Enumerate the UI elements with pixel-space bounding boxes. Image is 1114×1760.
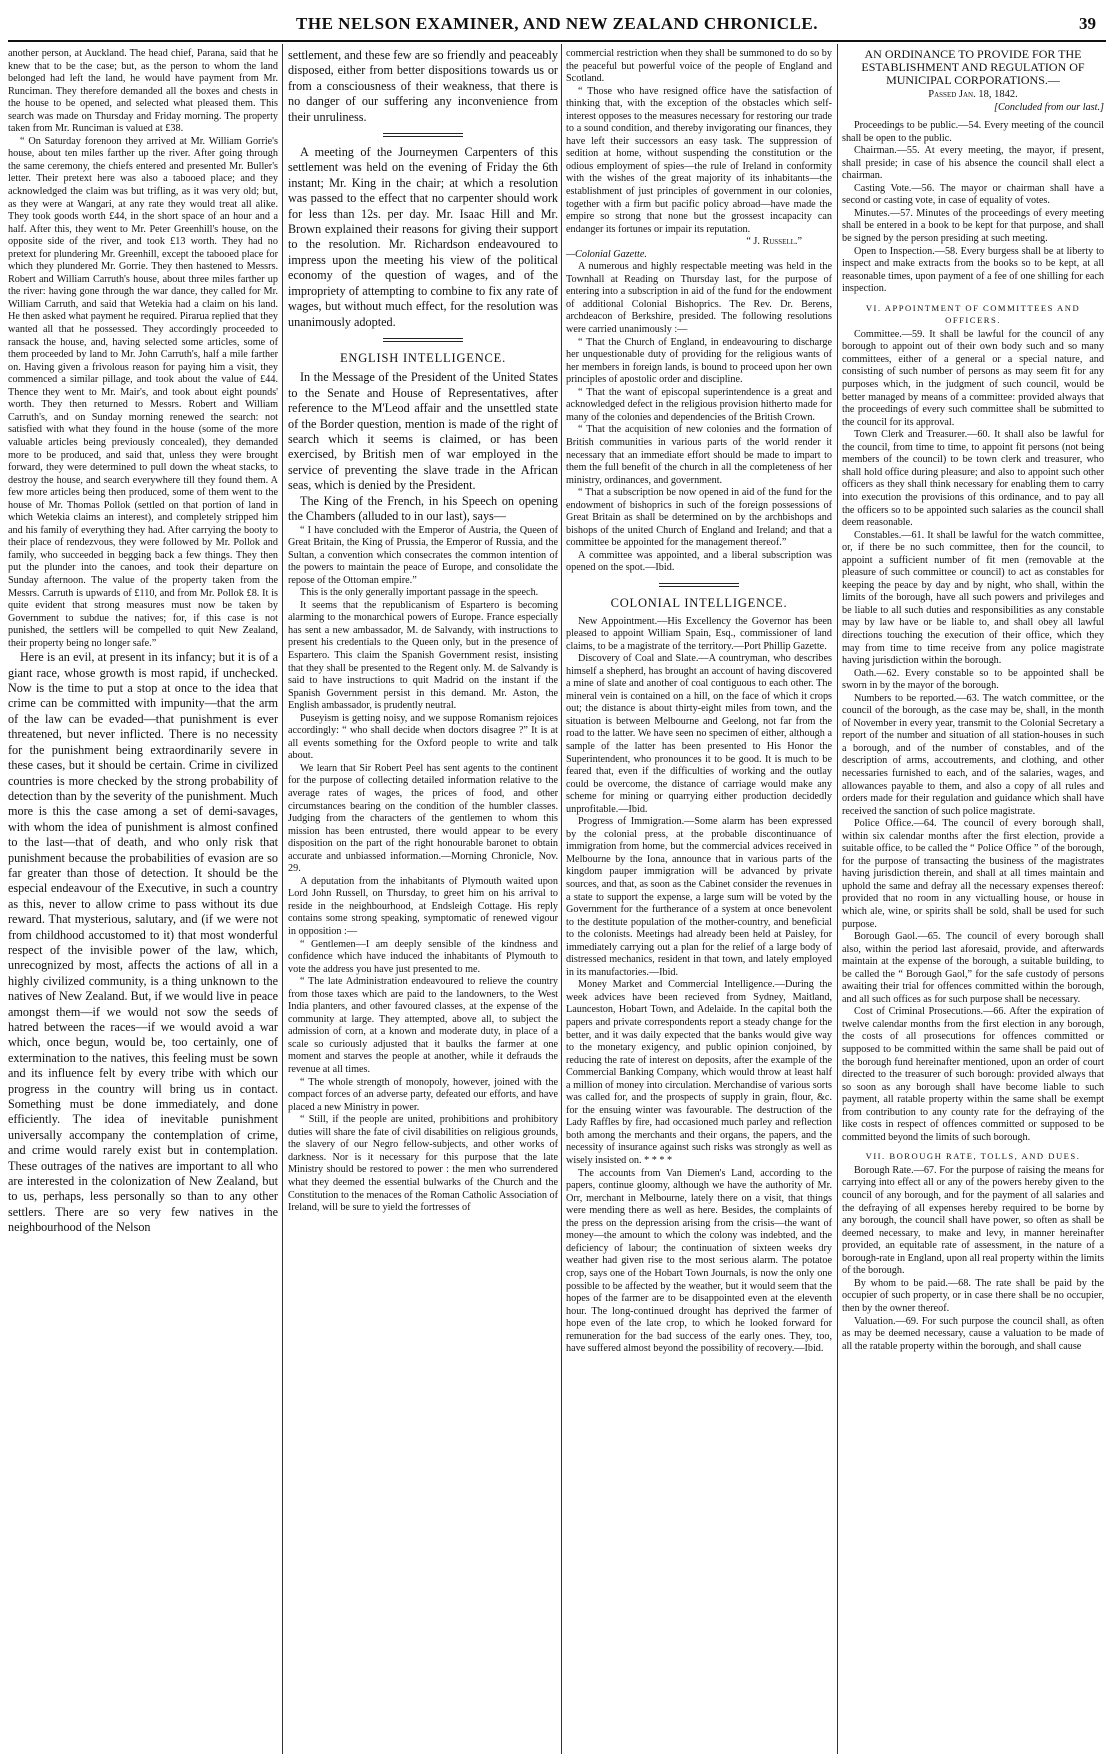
masthead-rule: [8, 40, 1106, 42]
article-paragraph: Puseyism is getting noisy, and we suppose Romanism rejoices accordingly: “ who shall decide when doctors disagree ?” It is at all events something for the Oxford people to write and talk about.: [288, 712, 558, 762]
column-divider: [837, 44, 838, 1754]
ordinance-clause: Oath.—62. Every constable so to be appointed shall be sworn in by the mayor of the borough.: [842, 667, 1104, 692]
carpenters-paragraph: A meeting of the Journeymen Carpenters of this settlement was held on the evening of Friday the 6th instant; Mr. King in the chair; at which a resolution was passed to the effect that no carpenter should work for less than 12s. per day. Mr. Isaac Hill and Mr. Brown explained their reasons for giving their support to the resolution. Mr. Richardson endeavoured to impress upon the meeting his view of the political economy of the question of wages, and of the impropriety of attempting to combine to fix any rate of wages, but without much effect, for the resolution was unanimously adopted.: [288, 145, 558, 329]
signature: “ J. Russell.”: [746, 236, 802, 248]
page-number: 39: [1079, 14, 1096, 33]
article-paragraph: another person, at Auckland. The head chief, Parana, said that he knew that to be the case; but, as the person to whom the land belonged had left the land, he would have payment from Mr. Runciman. They therefore demanded all the boxes and chests in the house to be opened, and selected what pleased them. This search was made on Thursday and Friday morning. The property taken from Mr. Runciman is valued at £38.: [8, 48, 278, 135]
section-heading: VI. APPOINTMENT OF COMMITTEES AND OFFICERS.: [865, 302, 1081, 326]
newspaper-title: THE NELSON EXAMINER, AND NEW ZEALAND CHRONICLE.: [296, 14, 818, 33]
ordinance-clause: Town Clerk and Treasurer.—60. It shall also be lawful for the council, from time to time, to appoint fit persons (not being members of the council) to be town clerk and treasurer, who shall hold office during pleasure; and also to appoint such other officers as they shall think necessary for enabling them to carry into execution the provisions of this ordinance, and to pay all the officers so to be appointed such salaries as the council shall deem reasonable.: [842, 429, 1104, 529]
article-paragraph: This is the only generally important passage in the speech.: [300, 587, 539, 599]
column-4: [842, 48, 1104, 1756]
ordinance-clause: Casting Vote.—56. The mayor or chairman shall have a second or casting vote, in case of equality of votes.: [842, 182, 1104, 207]
column-2: [288, 48, 558, 1756]
article-paragraph: “ Those who have resigned office have the satisfaction of thinking that, with the exception of the obstacles which self-interest opposes to the measures necessary for restoring our trade to a sound condition, and thereby invigorating our finances, they have left their successors an easy task. The suppression of sedition at home, without suspending the constitution or the odious employment of spies—the rule of Ireland in conformity with the wishes of the great majority of its inhabitants—the establishment of just principles of government in our colonies, together with a firm but pacific policy abroad—have made the empire so strong that none but the grossest incapacity can endanger its fortunes or impair its reputation.: [566, 85, 832, 235]
article-paragraph: “ That the want of episcopal superintendence is a great and acknowledged defect in the religious provision hitherto made for many of the colonies and dependencies of the British Crown.: [566, 386, 832, 423]
article-paragraph: Money Market and Commercial Intelligence.—During the week advices have been recieved from Sydney, Maitland, Launceston, Hobart Town, and Adelaide. In the capital both the papers and private correspondents report a steady change for the better, and it was daily expected that the banks would give way to the monetary exigency, and public opinion conjoined, by reducing the rate of interest on deposits, after the example of the Commercial Banking Company, which would throw at least half a million of money into circulation. Merchandise of various sorts was called for, and the prospects of supply in grain, flour, &c. for the ensuing winter was favourable. The destruction of the Lady Raffles by fire, had occasioned much parley and reflection both among the merchants and their organs, the papers, and the necessity of insurance against such risks was strongly as well as wisely insisted on. * * * *: [566, 979, 832, 1167]
article-paragraph: “ Gentlemen—I am deeply sensible of the kindness and confidence which have induced the inhabitants of Plymouth to vote the address you have just presented to me.: [288, 938, 558, 975]
ordinance-title: AN ORDINANCE TO PROVIDE FOR THE ESTABLISHMENT AND REGULATION OF MUNICIPAL CORPORATIONS.—: [861, 48, 1085, 87]
source-attribution: —Colonial Gazette.: [566, 248, 647, 260]
masthead: [0, 0, 1114, 40]
section-heading: COLONIAL INTELLIGENCE.: [610, 595, 788, 610]
ordinance-clause: Valuation.—69. For such purpose the council shall, as often as may be deemed necessary, cause a valuation to be made of all the ratable property within the borough, and shall cause: [842, 1315, 1104, 1352]
article-paragraph: A deputation from the inhabitants of Plymouth waited upon Lord John Russell, on Thursday, to greet him on his arrival to reside in the neighbourhood, at Endsleigh Cottage. His reply contains some strong speaking, symptomatic of renewed vigour in opposition :—: [288, 875, 558, 938]
article-paragraph: “ Still, if the people are united, prohibitions and prohibitory duties will share the fate of civil disabilities on religious grounds, the slavery of our Negro fellow-subjects, and other works of darkness. Nor is it necessary for this purpose that the late Ministry should be restored to power : the men who surrendered what they deemed the essential bulwarks of the Church and the Constitution to the menaces of the Roman Catholic Association of Ireland, will be sure to yield the fortresses of: [288, 1114, 558, 1214]
ordinance-clause: Proceedings to be public.—54. Every meeting of the council shall be open to the public.: [842, 120, 1104, 144]
article-paragraph: “ The whole strength of monopoly, however, joined with the compact forces of an adverse party, defeated our efforts, and have placed a new Ministry in power.: [288, 1076, 558, 1113]
article-paragraph: “ I have concluded with the Emperor of Austria, the Queen of Great Britain, the King of Prussia, the Emperor of Russia, and the Sultan, a convention which consecrates the common intention of the powers to maintain the peace of Europe, and consolidate the repose of the Ottoman empire.”: [288, 524, 558, 586]
article-paragraph: Progress of Immigration.—Some alarm has been expressed by the colonial press, at the probable discontinuance of immigration from home, but the commercial advices received in Melbourne by the Iona, announce that in various parts of the kingdom pauper immigration will be advanced by private sources, and that, as soon as the Cabinet consider the revenues in a state to support the expense, a large sum will be voted by the Government for the furtherance of a system at once benevolent to the destitute population of the mother-country, and beneficial to the colonists. Meetings had already been held at Paisley, for immediately carrying out a plan for the relief of a large body of distressed mechanics, resident in that town, and lately employed in its manufactories.—Ibid.: [566, 816, 832, 978]
column-1: [8, 48, 278, 1756]
article-paragraph: A numerous and highly respectable meeting was held in the Townhall at Reading on Thursday last, for the purpose of entering into a subscription in aid of the fund for the endowment of additional Colonial Bishoprics. The Rev. Dr. Berens, archdeacon of Berkshire, presided. The following resolutions were carried unanimously :—: [566, 261, 832, 336]
section-separator: [383, 338, 463, 342]
section-separator: [659, 583, 739, 587]
article-paragraph: “ The late Administration endeavoured to relieve the country from those taxes which are paid to the landowners, to the West India planters, and other favoured classes, at the expense of the community at large. They attempted, above all, to subject the admission of corn, at a known and moderate duty, in place of a scale so curiously adjusted that it baulks the farmer at one moment and starves the people at another, while it defrauds the revenue at all times.: [288, 976, 558, 1076]
article-paragraph: The accounts from Van Diemen's Land, according to the papers, continue gloomy, although we have the authority of Mr. Orr, merchant in Melbourne, lately there on a visit, that things were mending there as well as here. Besides, the complaints of the press on the depression arising from the crisis—the want of money—the amount to which the colony was indebted, and the deficiency of labour; the continuation of sixteen weeks dry weather had given rise to the most serious alarm. The potatoe crop, says one of the Hobart Town Journals, is now the only one possible to be affected by the weather, but it would seem that the hopes of the farmer are to be disappointed even at the eleventh hour. The long-continued drought has deprived the farmer of hope even of the late crop, to which he looked forward for remuneration for the bad success of the early ones. They, too, have suffered almost beyond the possibility of recovery.—Ibid.: [566, 1167, 832, 1355]
column-divider: [282, 44, 283, 1754]
ordinance-clause: Cost of Criminal Prosecutions.—66. After the expiration of twelve calendar months from the first election in any borough, the costs of all prosecutions for offences committed or supposed to be committed within the same shall be paid out of the borough fund hereinafter mentioned, upon an order of court directed to the treasurer of such borough: provided always that so soon as any borough shall have become liable to such payment, all ratable property within the same shall be exempt from contribution to any county rate for the defraying of the like costs in respect of offences committed or supposed to be committed beyond the limits of such borough.: [842, 1006, 1104, 1143]
ordinance-clause: Minutes.—57. Minutes of the proceedings of every meeting shall be entered in a book to be kept for that purpose, and shall be signed by the person presiding at such meeting.: [842, 207, 1104, 245]
article-paragraph: It seems that the republicanism of Espartero is becoming alarming to the monarchical powers of Europe. France especially has sent a new ambassador, M. de Salvandy, with instructions to present his credentials to the Queen only, but in the presence of Espartero. This claim the Spanish Government resist, insisting that they shall be presented to the Regent only. M. de Salvandy is said to have instructions to quit Madrid on the instant if the Spanish Government persist in this demand. Mr. Aston, the English ambassador, is prudently neutral.: [288, 599, 558, 712]
article-paragraph: “ That a subscription be now opened in aid of the fund for the endowment of bishoprics in such of the foreign possessions of Great Britain as shall be determined on by the archbishops and bishops of the united Church of England and Ireland; and that a committee be appointed for the management thereof.”: [566, 487, 832, 549]
ordinance-clause: Committee.—59. It shall be lawful for the council of any borough to appoint out of their own body such and so many committees, either of a general or a special nature, and consisting of such number of persons as may seem fit for any purposes which, in the judgment of such council, would be better managed by means of a committee: provided always that the proceedings of every such committee shall be submitted to the council for its approval.: [842, 328, 1104, 428]
section-heading: ENGLISH INTELLIGENCE.: [339, 350, 507, 365]
article-paragraph: “ On Saturday forenoon they arrived at Mr. William Gorrie's house, about ten miles farther up the river. After going through the same ceremony, the chiefs entered and presented Mr. Buller's letter. Their pretext here was also a tabooed place; and they acknowledged the claim was but trifling, as it was very old; but, as they were at Wangari, at any rate they would treat all alike. They took goods worth £44, in the short space of an hour and a half. After this, they went to Mr. Peter Greenhill's house, on the opposite side of the river, and took £13 worth. They had no pretext for plundering Mr. Greenhill, except the tabooed place for which they plundered Mr. Gorrie. They then hastened to Messrs. Robert and William Carruth's house, about three miles farther up the river: having gone through the war dance, they called for Mr. William Carruth, and said that Wetekia had a claim on his land. He then asked what payment he required. Pirarua replied that they wanted all that he possessed. They accordingly proceeded to ransack the house, and, having selected some articles, some of them proceeded by land to Mr. John Carruth's, half a mile farther on. Having given a frivolous reason for paying him a visit, they commenced a similar pillage, and took about the value of £44. Thence they went to Mr. Mair's, and took about eight pounds' worth. They then returned to Messrs. Robert and William Carruth's, and on Sunday morning renewed the search: not satisfied with what they found in the house (some of the more valuable articles being previously concealed), they demanded more to be produced, and said that, unless they were brought forward, they were determined to pull down the wheat stacks, to destroy the house, and search everywhere till they found them. A few more articles being then produced, some of them went to the house of Mr. Thomas Pollok (settled on that portion of land in which Wetekia claims an interest), and completely stripped him and his family of everything they had. After carrying the booty to their place of rendezvous, they were followed by Mr. Pollok and family, who succeeded in begging back a few things. They then put the plunder into the canoes, and took their departure on Sunday afternoon. The value of the property taken from the Messrs. Carruth is upwards of £110, and from Mr. Pollok £8. It is quite evident that strong measures must now be taken by Government to subdue the natives; for, if this case is not punished, the settlers will be compelled to quit New Zealand, their property being no longer safe.”: [8, 135, 278, 649]
article-paragraph: New Appointment.—His Excellency the Governor has been pleased to appoint William Spain, Esq., commissioner of land claims, to be a magistrate of the territory.—Port Phillip Gazette.: [566, 615, 832, 652]
passed-date: Passed Jan. 18, 1842.: [928, 89, 1018, 100]
ordinance-clause: Chairman.—55. At every meeting, the mayor, if present, shall preside; in case of his absence the council shall elect a chairman.: [842, 145, 1104, 182]
article-paragraph: Discovery of Coal and Slate.—A countryman, who describes himself a shepherd, has brought an account of having discovered a mine of slate and another of coal contiguous to each other. The mineral vein is contained on a hill, on the face of which it crops out; the distance is about thirty-eight miles from town, and the situation is between Melbourne and Geelong, not far from the road to the latter. We have seen no specimen of either, although a sample of the latter has been presented to His Honor the Superintendent, who pronounces it to be good. It is much to be feared that, even if the difficulties of working and the outlay could be overcome, the distance of carriage would make any scheme for mining or quarrying either production decidedly unprofitable.—Ibid.: [566, 653, 832, 815]
concluded-note: [Concluded from our last.]: [994, 101, 1104, 113]
editorial-paragraph: Here is an evil, at present in its infancy; but it is of a giant race, whose growth is most rapid, if unchecked. Now is the time to put a stop at once to the idea that crime can be committed with impunity—that the arm of the law can be evaded—that punishment is ever threatened, but never inflicted. There is no necessity for the punishment being extraordinarily severe in these cases, but it should be certain. Crime in civilized countries is more checked by the strong probability of detection than by the severity of the punishment. Much more is this the case among a set of demi-savages, with whom the idea of punishment is almost confined to the last—that of death, and who only risk that punishment because the probabilities of evasion are so far greater than those of detection. It should be the especial endeavour of the Executive, in such a country as this, never to allow crime to pass without its due reward. That mysterious, salutary, and (if we were not from childhood accustomed to it) that most wonderful respect of the invisible power of the law, which, unrecognized by most, affects the actions of all in a highly civilized community, is a thing unknown to the natives of New Zealand. But, if we would live in peace amongst them—if we would not sow the seeds of hatred between the races—if we would avoid a war which, once begun, would be, too certainly, one of extermination to the natives, this feeling must be sown and its influence felt by every tribe with which our progress in the country will bring us in contact. Something must be done immediately, and done efficiently. The idea of inevitable punishment universally accompany the contemplation of crime, and crime would rarely exist but in contemplation. These outrages of the natives are important to all who are interested in the colonization of New Zealand, but to us, perhaps, less personally so than to any other settlers. There are so very few natives in the neighbourhood of the Nelson: [8, 650, 278, 1235]
ordinance-clause: Police Office.—64. The council of every borough shall, within six calendar months after the first election, provide a suitable office, to be called the “ Police Office ” of the borough, for the purpose of transacting the business of the magistrates having jurisdiction therein, and shall at all times maintain and uphold the same and defray all the necessary expenses thereof: provided that no room in any victualling house, or house in which ale, wine, or spirits shall be sold, shall be used for such purpose.: [842, 818, 1104, 930]
ordinance-clause: Borough Rate.—67. For the purpose of raising the means for carrying into effect all or any of the powers hereby given to the council of any borough, and for the payment of all salaries and the defraying of all expenses hereby required to be borne by any borough, the council shall have power, so often as shall be deemed necessary, to make and levy, in manner hereinafter provided, an equitable rate of assessment, in the nature of a borough-rate in England, upon all real property within the limits of the borough.: [842, 1164, 1104, 1277]
ordinance-clause: Numbers to be reported.—63. The watch committee, or the council of the borough, as the case may be, shall, in the month of November in every year, transmit to the Colonial Secretary a report of the number and situation of all station-houses in such a borough, and of the number of constables, and of the description of arms, accoutrements, and clothing, and other necessaries furnished to each, and of the salaries, wages, and allowances payable to them, and also a copy of all rules and orders made for their regulation and guidance which shall have received the sanction of such police magistrate.: [842, 692, 1104, 817]
article-paragraph: In the Message of the President of the United States to the Senate and House of Representatives, after reference to the M'Leod affair and the unsettled state of the Border question, mention is made of the right of search which it seems is claimed, or has been exercised, by British men of war employed in the service of preventing the slave trade in the African seas, which is denied by the President.: [288, 370, 558, 493]
article-paragraph: The King of the French, in his Speech on opening the Chambers (alluded to in our last), says—: [288, 493, 558, 524]
column-3: [566, 48, 832, 1756]
editorial-paragraph: settlement, and these few are so friendly and peaceably disposed, either from better dispositions towards us or from a consciousness of their weakness, that there is no danger of our suffering any inconvenience from their unruliness.: [288, 48, 558, 124]
column-divider: [561, 44, 562, 1754]
section-heading: VII. BOROUGH RATE, TOLLS, AND DUES.: [865, 1151, 1081, 1162]
ordinance-clause: By whom to be paid.—68. The rate shall be paid by the occupier of such property, or in case there shall be no occupier, then by the owner thereof.: [842, 1277, 1104, 1314]
article-paragraph: “ That the Church of England, in endeavouring to discharge her unquestionable duty of providing for the religious wants of her members in foreign lands, is bound to proceed upon her own principles of apostolic order and discipline.: [566, 336, 832, 386]
article-paragraph: “ That the acquisition of new colonies and the formation of British communities in various parts of the world render it necessary that an immediate effort should be made to impart to them the full benefit of the church in all the completeness of her ministry, ordinances, and government.: [566, 424, 832, 486]
section-separator: [383, 133, 463, 137]
article-paragraph: We learn that Sir Robert Peel has sent agents to the continent for the purpose of collecting detailed information relative to the average rates of wages, the prices of food, and other circumstances bearing on the condition of the humbler classes. Judging from the characters of the gentlemen to whom this mission has been entrusted, there would appear to be every disposition on the part of the right honourable baronet to obtain accurate and unbiassed information.—Morning Chronicle, Nov. 29.: [288, 762, 558, 875]
ordinance-clause: Constables.—61. It shall be lawful for the watch committee, or, if there be no such committee, then for the council, to appoint a sufficient number of fit men (removable at the pleasure of such committee or council) to act as constables for keeping the peace by day and by night, who shall, within the limits of the borough, have all such powers and privileges and be liable to all such duties and responsibilities as any constable may by law have or be liable to, and shall obey all lawful directions touching the execution of their office, which they may from time to time receive from any police magistrate having jurisdiction within the borough.: [842, 529, 1104, 667]
ordinance-clause: Borough Gaol.—65. The council of every borough shall also, within the period last aforesaid, provide, and afterwards maintain at the expense of the borough, a suitable building, to be called the “ Borough Gaol,” for the safe custody of persons awaiting their trial for offences committed within the borough, and all such offices as for such purpose shall be necessary.: [842, 931, 1104, 1005]
article-paragraph: A committee was appointed, and a liberal subscription was opened on the spot.—Ibid.: [566, 549, 832, 574]
article-paragraph: commercial restriction when they shall be summoned to do so by the peaceful but powerful voice of the people of England and Scotland.: [566, 48, 832, 85]
ordinance-clause: Open to Inspection.—58. Every burgess shall be at liberty to inspect and make extracts from the books so to be kept, at all reasonable times, upon payment of a fee of one shilling for each inspection.: [842, 245, 1104, 295]
